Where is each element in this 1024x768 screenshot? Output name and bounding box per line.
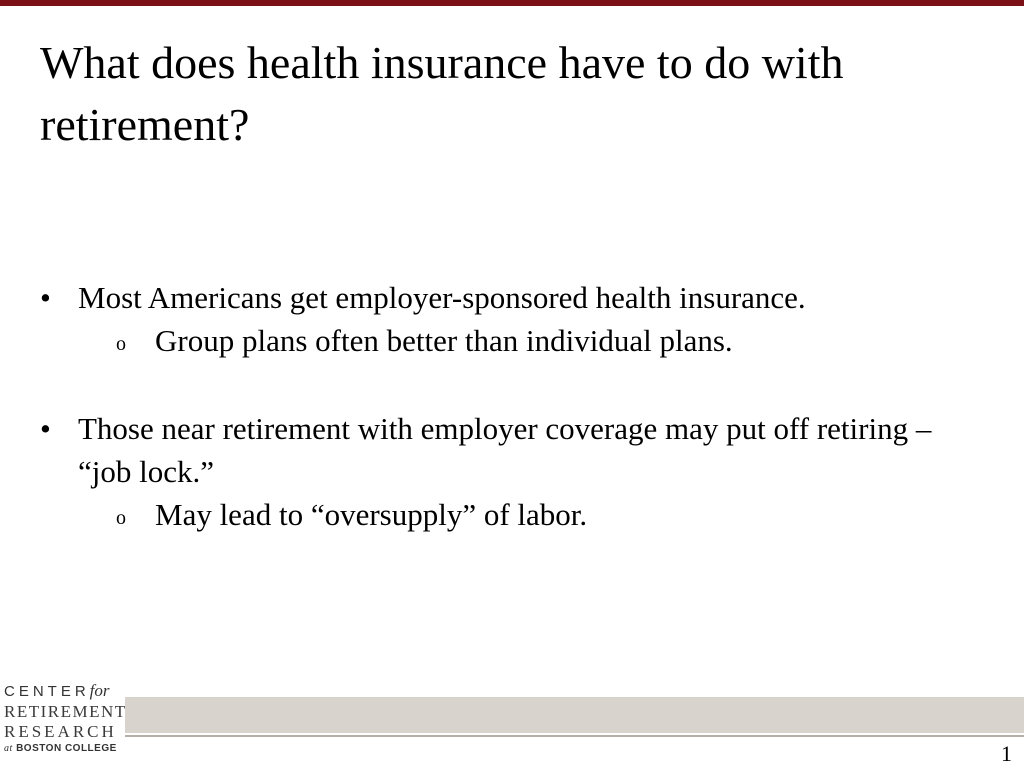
bullet-item	[40, 276, 980, 319]
slide-title: What does health insurance have to do with retirement?	[40, 37, 844, 150]
sub-bullet-text: Group plans often better than individual plans.	[155, 323, 733, 358]
sub-bullet-marker: o	[116, 333, 126, 355]
sub-bullet-item	[40, 493, 980, 536]
bullet-marker: •	[40, 280, 51, 315]
logo-research-text: RESEARCH	[4, 722, 117, 741]
footer-divider	[0, 735, 1024, 737]
logo-college-text: BOSTON COLLEGE	[16, 743, 117, 754]
bullet-item	[40, 407, 980, 493]
page-number: 1	[1001, 741, 1012, 766]
top-accent-bar	[0, 0, 1024, 6]
logo-retirement-text: RETIREMENT	[4, 702, 127, 721]
sub-bullet-text: May lead to “oversupply” of labor.	[155, 497, 588, 532]
bullet-text: Those near retirement with employer coverage may put off retiring – “job lock.”	[78, 411, 932, 489]
sub-bullet-marker: o	[116, 507, 126, 529]
bullet-list	[40, 276, 980, 536]
bullet-spacer	[40, 362, 980, 407]
logo-center-text: CENTER	[4, 683, 90, 700]
bullet-marker: •	[40, 411, 51, 446]
footer-band	[0, 697, 1024, 733]
sub-bullet-item	[40, 319, 980, 362]
crr-logo	[0, 678, 125, 756]
logo-line-college	[4, 742, 125, 756]
bullet-text: Most Americans get employer-sponsored health insurance.	[78, 280, 806, 315]
logo-for-text: for	[89, 681, 110, 700]
logo-at-text: at	[4, 743, 13, 754]
logo-line-center	[4, 681, 125, 702]
